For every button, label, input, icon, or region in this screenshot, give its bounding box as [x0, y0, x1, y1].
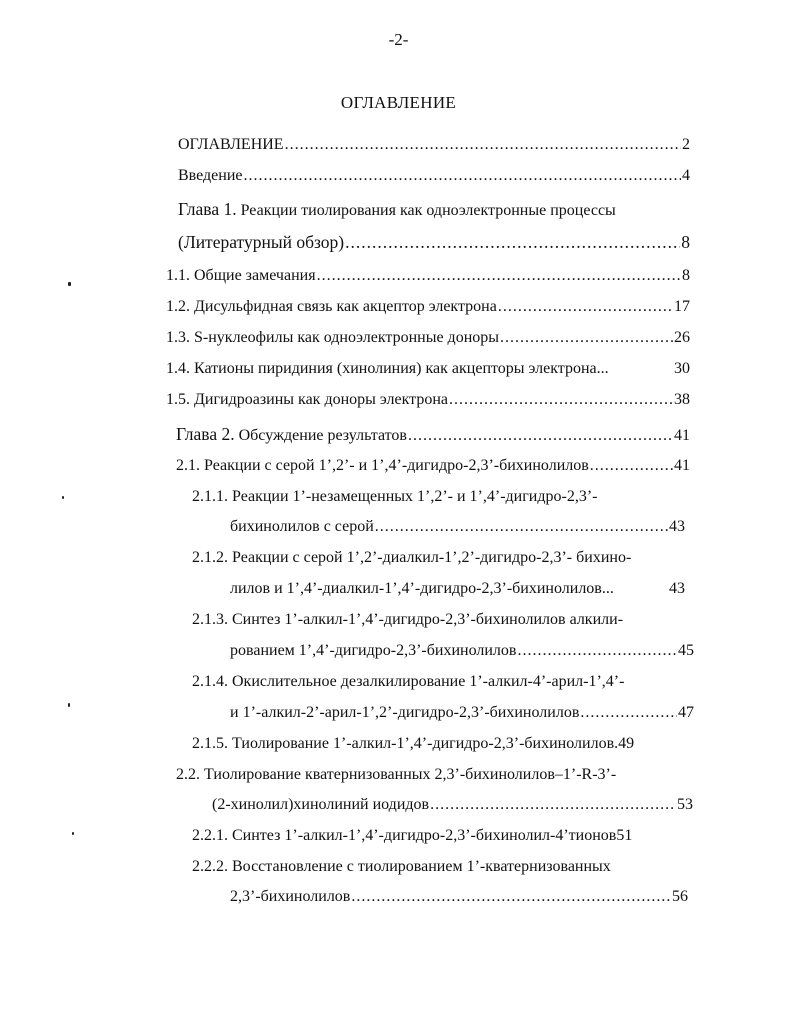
- toc-entry-text: 1.2. Дисульфидная связь как акцептор электрона: [166, 298, 497, 315]
- toc-entry-2-1-5: 2.1.5. Тиолирование 1’-алкил-1’,4’-дигидро-2,3’-бихинолилов.49: [192, 735, 635, 752]
- toc-entry-2-1-1-line1: 2.1.1. Реакции 1’-незамещенных 1’,2’- и 1’,4’-дигидро-2,3’-: [192, 488, 598, 505]
- toc-page-number: 30: [674, 360, 690, 377]
- toc-entry-2-1-4-line1: 2.1.4. Окислительное дезалкилирование 1’-алкил-4’-арил-1’,4’-: [192, 673, 625, 690]
- toc-entry-text: Введение: [178, 167, 243, 184]
- toc-leader: [285, 136, 681, 154]
- toc-page-number: 17: [674, 298, 690, 315]
- toc-entry-1-1: [166, 267, 690, 289]
- toc-entry-text: и 1’-алкил-2’-арил-1’,2’-дигидро-2,3’-бихинолилов: [230, 704, 580, 721]
- toc-page-number: 26: [674, 329, 690, 346]
- toc-entry-2-1-3-line2: [230, 642, 694, 664]
- toc-entry-text: 2,3’-бихинолилов: [230, 888, 351, 905]
- toc-entry-text: рованием 1’,4’-дигидро-2,3’-бихинолилов: [230, 642, 517, 659]
- toc-page-number: 41: [674, 457, 690, 474]
- chapter-label: Глава 2.: [176, 424, 235, 444]
- toc-entry-2-2-2-line1: 2.2.2. Восстановление с тиолированием 1’-кватернизованных: [192, 858, 611, 875]
- toc-page-number: 45: [678, 642, 694, 659]
- toc-leader: [408, 427, 673, 445]
- toc-page-number: 43: [669, 580, 685, 597]
- toc-leader: [375, 518, 668, 536]
- toc-entry-2-1: [176, 457, 690, 479]
- toc-leader: [317, 267, 681, 285]
- chapter-title: Реакции тиолирования как одноэлектронные процессы: [240, 202, 616, 219]
- toc-entry-1-4: [166, 360, 690, 382]
- toc-leader: [500, 329, 673, 347]
- toc-leader: [351, 888, 671, 906]
- toc-entry-text: 1.1. Общие замечания: [166, 267, 316, 284]
- toc-entry-2-2-1: 2.2.1. Синтез 1’-алкил-1’,4’-дигидро-2,3’-бихинолил-4’тионов51: [192, 827, 633, 844]
- toc-entry-2-1-4-line2: [230, 704, 694, 726]
- toc-page-number: 53: [677, 796, 693, 813]
- toc-leader: [430, 796, 676, 814]
- toc-leader: [449, 391, 673, 409]
- toc-entry-2-2-2-line2: [230, 888, 688, 910]
- toc-page-number: 8: [681, 232, 690, 252]
- toc-entry-text: ОГЛАВЛЕНИЕ: [178, 136, 284, 153]
- toc-page-number: 2: [682, 136, 690, 153]
- toc-entry-2-1-2-line1: 2.1.2. Реакции с серой 1’,2’-диалкил-1’,2’-дигидро-2,3’- бихино-: [192, 549, 632, 566]
- toc-page-number: 4: [682, 167, 690, 184]
- toc-entry-text: (2-хинолил)хинолиний иодидов: [212, 796, 430, 813]
- toc-entry-oglavlenie: [178, 136, 690, 158]
- toc-chapter-2-entry: [176, 424, 690, 446]
- toc-entry-2-1-3-line1: 2.1.3. Синтез 1’-алкил-1’,4’-дигидро-2,3’-бихинолилов алкили-: [192, 611, 624, 628]
- toc-entry-text: 2.1. Реакции с серой 1’,2’- и 1’,4’-дигидро-2,3’-бихинолилов: [176, 457, 589, 474]
- toc-entry-2-2-line2: [212, 796, 693, 818]
- toc-page-number: 38: [674, 391, 690, 408]
- toc-chapter-1-entry: [178, 232, 690, 254]
- chapter-label: Глава 1.: [178, 199, 237, 219]
- toc-leader: [517, 642, 677, 660]
- scan-speck: [72, 832, 74, 835]
- toc-entry-vvedenie: [178, 167, 690, 189]
- toc-page-number: 56: [672, 888, 688, 905]
- scan-speck: [68, 282, 71, 286]
- toc-leader: [580, 704, 677, 722]
- toc-entry-text: лилов и 1’,4’-диалкил-1’,4’-дигидро-2,3’-бихинолилов...: [230, 580, 614, 597]
- toc-page-number: 47: [678, 704, 694, 721]
- toc-leader: [590, 457, 673, 475]
- toc-page-number: 41: [674, 427, 690, 444]
- toc-entry-text: [176, 424, 407, 445]
- chapter-title: Обсуждение результатов: [238, 427, 407, 444]
- toc-chapter-1-title: [178, 199, 616, 221]
- toc-leader: [244, 167, 682, 185]
- toc-heading: ОГЛАВЛЕНИЕ: [340, 93, 457, 112]
- toc-entry-1-2: [166, 298, 690, 320]
- toc-entry-text: (Литературный обзор): [178, 232, 345, 252]
- toc-leader: [345, 232, 680, 253]
- toc-entry-text: 1.5. Дигидроазины как доноры электрона: [166, 391, 448, 408]
- toc-entry-2-1-2-line2: [230, 580, 685, 602]
- toc-entry-1-5: [166, 391, 690, 413]
- toc-page-number: 8: [682, 267, 690, 284]
- toc-page-number: 43: [669, 518, 685, 535]
- scan-speck: [62, 496, 64, 499]
- page-number: -2-: [388, 30, 409, 49]
- toc-entry-2-2-line1: 2.2. Тиолирование кватернизованных 2,3’-бихинолилов–1’-R-3’-: [176, 766, 617, 783]
- toc-entry-text: 1.3. S-нуклеофилы как одноэлектронные доноры: [166, 329, 499, 346]
- toc-entry-1-3: [166, 329, 690, 351]
- toc-leader: [498, 298, 673, 316]
- scan-speck: [68, 703, 70, 707]
- toc-entry-2-1-1-line2: [230, 518, 685, 540]
- toc-entry-text: бихинолилов с серой: [230, 518, 374, 535]
- toc-entry-text: 1.4. Катионы пиридиния (хинолиния) как акцепторы электрона...: [166, 360, 609, 377]
